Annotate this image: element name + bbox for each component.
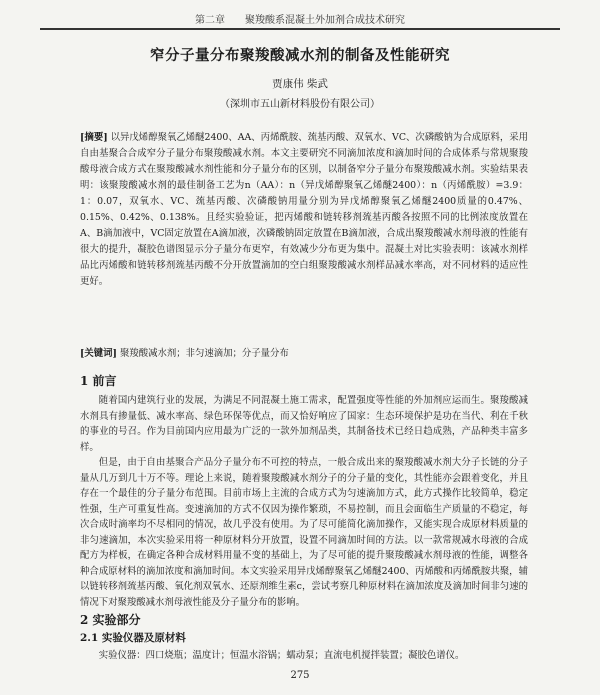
abstract-label: [摘要] [80,132,108,143]
section-heading-experiment: 2 实验部分 [80,613,141,627]
keywords-text: 聚羧酸减水剂；非匀速滴加；分子量分布 [119,348,289,359]
section-heading-intro: 1 前言 [80,374,117,388]
running-header [40,6,560,30]
intro-paragraph-2: 但是，由于自由基聚合产品分子量分布不可控的特点，一般合成出来的聚羧酸减水剂大分子长链的分子量从几万到几十万不等。理论上来说，随着聚羧酸减水剂分子的分子量的变化，其性能亦会跟着变化，并且存在一个最佳的分子量分布范围。目前市场上主流的合成方式为匀速滴加方式，此方式操作比较简单，稳定性强，生产可重复性高。变速滴加的方式不仅因为操作繁琐，不易控制，而且会面临生产质量的不稳定，每次合成时滴率均不尽相同的情况，故几乎没有使用。为了尽可能简化滴加操作，又能实现合成原材料质量的非匀速滴加，本次实验采用将一种原材料分开放置，设置不同滴加时间的方法。以一款常规减水母液的合成配方为样板，在确定各种合成材料用量不变的基础上，为了尽可能的提升聚羧酸减水剂母液的性能，调整各种合成原材料的滴加浓度和滴加时间。本文实验采用异戊烯醇聚氧乙烯醚2400、丙烯酸和丙烯酰胺共聚，辅以链转移剂巯基丙酸、氧化剂双氧水、还原剂维生素c，尝试考察几种原材料在滴加浓度及滴加时间非匀速的情况下对聚羧酸减水剂母液性能及分子量分布的影响。 [80,457,528,608]
page-number: 275 [290,670,310,681]
keywords [80,345,528,359]
abstract-text: 以异戊烯醇聚氧乙烯醚2400、AA、丙烯酰胺、巯基丙酸、双氧水、VC、次磷酸钠为合成原料，采用自由基聚合合成窄分子量分布聚羧酸减水剂。本文主要研究不同滴加浓度和滴加时间的合成体系与常规聚羧酸母液合成方式在聚羧酸减水剂性能和分子量分布的区别，以制备窄分子量分布聚羧酸减水剂。实验结果表明：该聚羧酸减水剂的最佳制备工艺为n（AA）：n（异戊烯醇聚氧乙烯醚2400）：n（丙烯酰胺）=3.9：1：0.07，双氧水、VC、巯基丙酸、次磷酸钠用量分别为异戊烯醇聚氧乙烯醚2400质量的0.47%、0.15%、0.42%、0.138%。且经实验验证，把丙烯酸和链转移剂巯基丙酸各按照不同的比例浓度放置在A、B滴加液中，VC固定放置在A滴加液，次磷酸钠固定放置在B滴加液，合成出聚羧酸减水剂母液的性能有很大的提升，凝胶色谱图显示分子量分布更窄，有效减少分布更为集中。混凝土对比实验表明：该减水剂样品比丙烯酸和链转移剂巯基丙酸不分开放置滴加的空白组聚羧酸减水剂样品减水率高，对不同材料的适应性更好。 [80,132,528,287]
header-chapter: 第二章 [195,15,225,26]
paper-title: 窄分子量分布聚羧酸减水剂的制备及性能研究 [150,47,450,64]
header-section: 聚羧酸系混凝土外加剂合成技术研究 [245,15,405,26]
subsection-heading-instruments: 2.1 实验仪器及原材料 [80,632,186,644]
abstract [80,130,528,290]
keywords-label: [关键词] [80,348,117,359]
affiliation: （深圳市五山新材料股份有限公司） [220,99,380,110]
intro-paragraph-1: 随着国内建筑行业的发展，为满足不同混凝土施工需求，配置强度等性能的外加剂应运而生。聚羧酸减水剂具有掺量低、减水率高、绿色环保等优点，而又恰好响应了国家：生态环境保护是功在当代、利在千秋的事业的号召。作为目前国内应用最为广泛的一款外加剂品类，其制备技术已经日趋成熟，产品种类丰富多样。 [80,395,528,453]
experiment-paragraph-1: 实验仪器：四口烧瓶；温度计；恒温水浴锅；蠕动泵；直流电机搅拌装置；凝胶色谱仪。 [98,650,465,661]
authors: 贾康伟 柴武 [272,78,328,90]
